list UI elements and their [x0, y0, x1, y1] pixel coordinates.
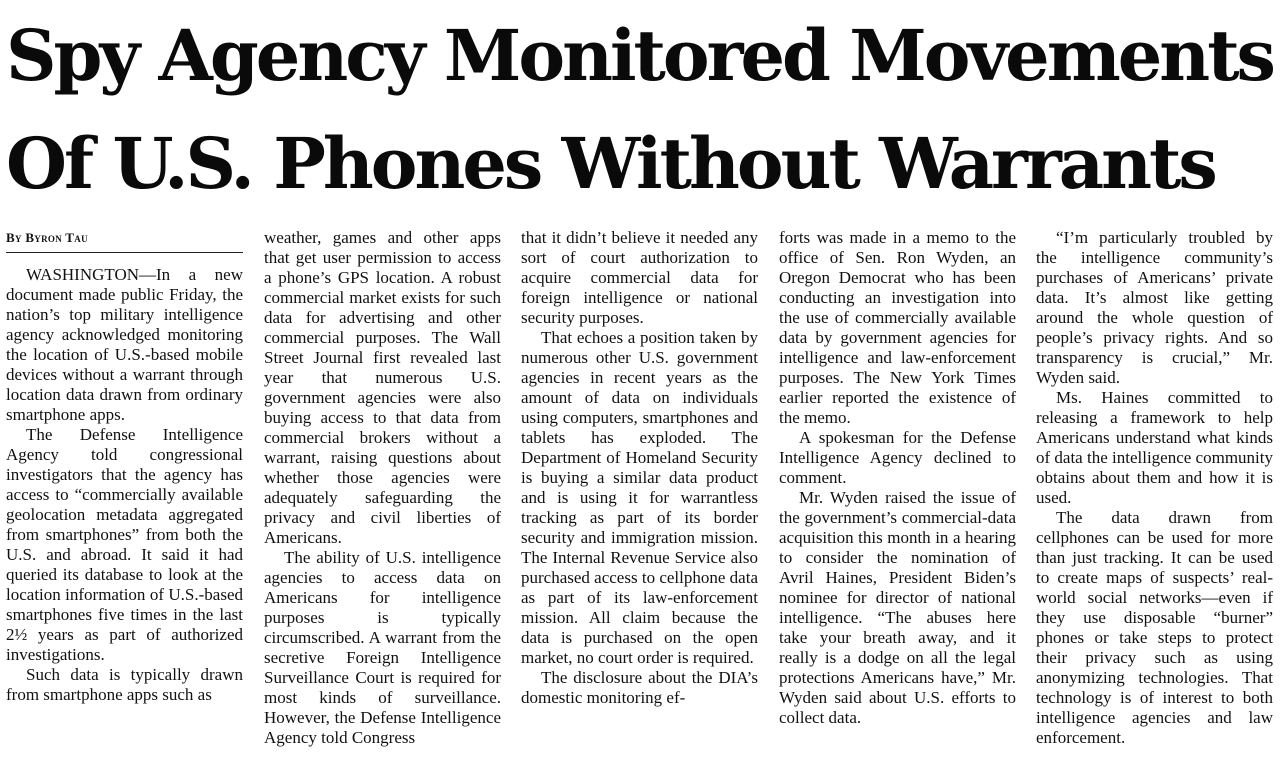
article-column-1	[6, 228, 243, 705]
paragraph: Ms. Haines committed to releasing a framework to help Americans understand what kinds of data the intelligence community obtains about them and how it is used.	[1036, 388, 1273, 507]
paragraph: The disclosure about the DIA’s domestic monitoring ef-	[521, 668, 758, 707]
byline: By Byron Tau	[6, 228, 243, 253]
headline	[6, 2, 1282, 218]
article-column-5	[1036, 228, 1273, 748]
paragraph: Mr. Wyden raised the issue of the government’s commercial-data acquisition this month in a hearing to consider the nomination of Avril Haines, President Biden’s nominee for director of national intelligence. “The abuses here take your breath away, and it really is a dodge on all the legal protections Americans have,” Mr. Wyden said about U.S. efforts to collect data.	[779, 488, 1016, 727]
paragraph: That echoes a position taken by numerous other U.S. government agencies in recent years as the amount of data on individuals using computers, smartphones and tablets has exploded. The Department of Homeland Security is buying a similar data product and is using it for warrantless tracking as part of its border security and immigration mission. The Internal Revenue Service also purchased access to cellphone data as part of its law-enforcement mission. All claim because the data is purchased on the open market, no court order is required.	[521, 328, 758, 667]
paragraph: Such data is typically drawn from smartphone apps such as	[6, 665, 243, 704]
paragraph: “I’m particularly troubled by the intelligence community’s purchases of Americans’ private data. It’s almost like getting around the whole question of people’s privacy rights. And so transparency is crucial,” Mr. Wyden said.	[1036, 228, 1273, 387]
article-column-3	[521, 228, 758, 708]
paragraph: A spokesman for the Defense Intelligence Agency declined to comment.	[779, 428, 1016, 487]
paragraph: The Defense Intelligence Agency told congressional investigators that the agency has access to “commercially available geolocation metadata aggregated from smartphones” from both the U.S. and abroad. It said it had queried its database to look at the location information of U.S.-based smartphones five times in the last 2½ years as part of authorized investigations.	[6, 425, 243, 664]
headline-line-2: Of U.S. Phones Without Warrants	[6, 122, 1215, 205]
article-column-4	[779, 228, 1016, 728]
paragraph: The ability of U.S. intelligence agencies to access data on Americans for intelligence purposes is typically circumscribed. A warrant from the secretive Foreign Intelligence Surveillance Court is required for most kinds of surveillance. However, the Defense Intelligence Agency told Congress	[264, 548, 501, 747]
headline-line-1: Spy Agency Monitored Movements	[6, 14, 1273, 97]
paragraph: WASHINGTON—In a new document made public Friday, the nation’s top military intelligence agency acknowledged monitoring the location of U.S.-based mobile devices without a warrant through location data drawn from ordinary smartphone apps.	[6, 265, 243, 424]
paragraph: forts was made in a memo to the office of Sen. Ron Wyden, an Oregon Democrat who has been conducting an investigation into the use of commercially available data by government agencies for intelligence and law-enforcement purposes. The New York Times earlier reported the existence of the memo.	[779, 228, 1016, 427]
paragraph: that it didn’t believe it needed any sort of court authorization to acquire commercial data for foreign intelligence or national security purposes.	[521, 228, 758, 327]
article-column-2	[264, 228, 501, 748]
paragraph: The data drawn from cellphones can be used for more than just tracking. It can be used to create maps of suspects’ real-world social networks—even if they use disposable “burner” phones or take steps to protect their privacy such as using anonymizing technologies. That technology is of interest to both intelligence agencies and law enforcement.	[1036, 508, 1273, 747]
paragraph: weather, games and other apps that get user permission to access a phone’s GPS location. A robust commercial market exists for such data for advertising and other commercial purposes. The Wall Street Journal first revealed last year that numerous U.S. government agencies were also buying access to that data from commercial brokers without a warrant, raising questions about whether those agencies were adequately safeguarding the privacy and civil liberties of Americans.	[264, 228, 501, 547]
